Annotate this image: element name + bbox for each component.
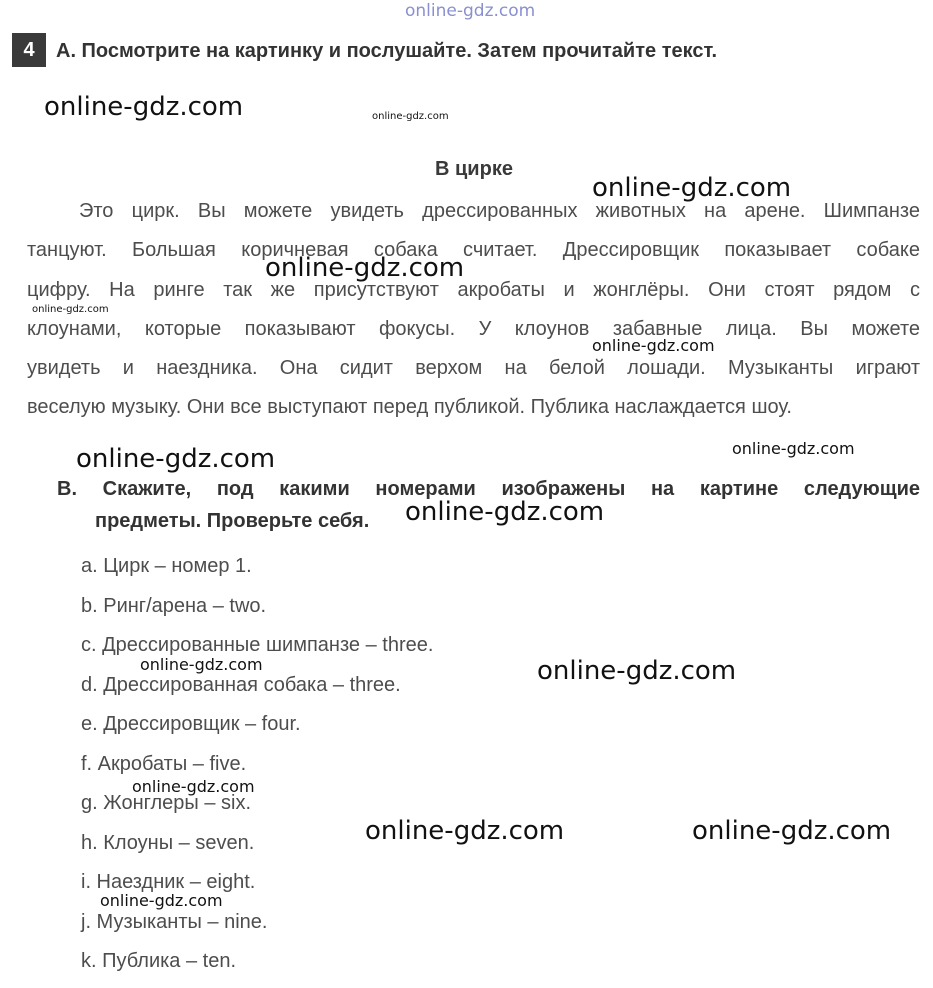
watermark: online-gdz.com: [265, 253, 465, 283]
answer-item: c. Дрессированные шимпанзе – three.: [81, 634, 434, 656]
answer-item: b. Ринг/арена – two.: [81, 594, 267, 617]
text-title: В цирке: [435, 158, 513, 180]
watermark: online-gdz.com: [44, 92, 244, 122]
watermark: online-gdz.com: [732, 439, 855, 458]
text-line: увидеть и наездника. Она сидит верхом на белой лошади. Музыканты играют: [27, 357, 920, 380]
watermark: online-gdz.com: [692, 816, 892, 846]
answer-item: f. Акробаты – five.: [81, 752, 247, 775]
answer-item: k. Публика – ten.: [81, 950, 237, 972]
watermark: online-gdz.com: [365, 816, 565, 846]
part-b-line: предметы. Проверьте себя.: [95, 510, 370, 532]
watermark: online-gdz.com: [537, 656, 737, 686]
watermark: online-gdz.com: [32, 304, 109, 315]
task-part-a-heading: A. Посмотрите на картинку и послушайте. Затем прочитайте текст.: [56, 40, 718, 62]
answer-item: a. Цирк – номер 1.: [81, 555, 252, 577]
watermark: online-gdz.com: [140, 655, 263, 674]
text-line: танцуют. Большая коричневая собака считает. Дрессировщик показывает собаке: [27, 239, 920, 262]
watermark: online-gdz.com: [100, 891, 223, 910]
answer-item: i. Наездник – eight.: [81, 871, 256, 893]
watermark: online-gdz.com: [76, 444, 276, 474]
task-number-badge: 4: [12, 33, 46, 67]
answer-item: e. Дрессировщик – four.: [81, 713, 301, 735]
answer-item: d. Дрессированная собака – three.: [81, 673, 401, 696]
text-line: клоунами, которые показывают фокусы. У клоунов забавные лица. Вы можете: [27, 317, 920, 340]
part-b-line: B. Скажите, под какими номерами изображены на картине следующие: [57, 478, 920, 500]
text-line: цифру. На ринге так же присутствуют акробаты и жонглёры. Они стоят рядом с: [27, 278, 920, 301]
watermark-top: online-gdz.com: [405, 1, 536, 21]
watermark: online-gdz.com: [592, 336, 715, 355]
text-line: Это цирк. Вы можете увидеть дрессированных животных на арене. Шимпанзе: [79, 200, 920, 222]
watermark: online-gdz.com: [132, 777, 255, 796]
answer-item: j. Музыканты – nine.: [81, 910, 268, 933]
watermark: online-gdz.com: [405, 497, 605, 527]
answer-item: g. Жонглеры – six.: [81, 792, 252, 814]
answer-item: h. Клоуны – seven.: [81, 831, 255, 854]
watermark: online-gdz.com: [592, 173, 792, 203]
answer-list: [81, 547, 433, 982]
watermark: online-gdz.com: [372, 111, 449, 122]
text-line: веселую музыку. Они все выступают перед публикой. Публика наслаждается шоу.: [27, 396, 792, 419]
reading-text: [27, 192, 920, 428]
